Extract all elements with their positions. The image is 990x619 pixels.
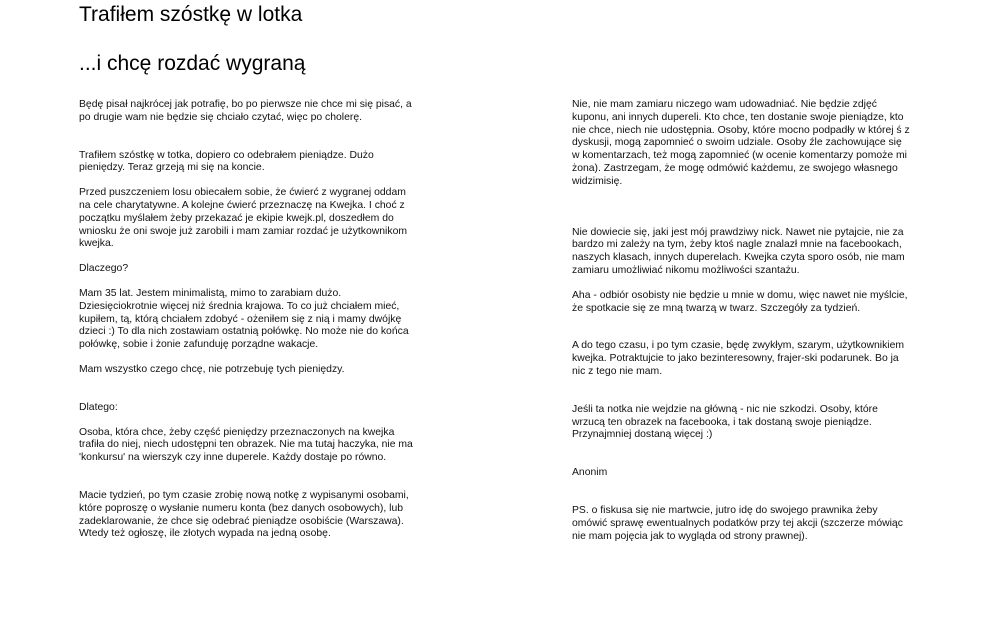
left-column bbox=[79, 99, 419, 541]
paragraph: Przed puszczeniem losu obiecałem sobie, że ćwierć z wygranej oddam na cele charytatywne. A kolejne ćwierć przeznaczę na Kwejka. I choć z początku myślałem żeby przekazać je ekipie kwejk.pl, doszedłem do wniosku że oni swoje już zarobili i mam zamiar rozdać je użytkownikom kwejka. bbox=[79, 187, 408, 250]
paragraph: Nie dowiecie się, jaki jest mój prawdziwy nick. Nawet nie pytajcie, nie za bardzo mi zależy na tym, żeby ktoś nagle znalazł mnie na facebookach, naszych klasach, innych duperelach. Kwejka czyta sporo osób, nie mam zamiaru umożliwiać nikomu możliwości szantażu. bbox=[572, 226, 905, 276]
paragraph: Trafiłem szóstkę w totka, dopiero co odebrałem pieniądze. Dużo pieniędzy. Teraz grzeją mi się na koncie. bbox=[79, 149, 374, 174]
paragraph: A do tego czasu, i po tym czasie, będę zwykłym, szarym, użytkownikiem kwejka. Potraktujcie to jako bezinteresowny, frajer-ski podarunek. Bo ja nic z tego nie mam. bbox=[572, 340, 905, 377]
signature: Anonim bbox=[572, 467, 608, 479]
postscript: PS. o fiskusa się nie martwcie, jutro idę do swojego prawnika żeby omówić sprawę ewentualnych podatków przy tej akcji (szczerze mówiąc nie mam pojęcia jak to wygląda od strony prawnej). bbox=[572, 504, 903, 542]
paragraph: Jeśli ta notka nie wejdzie na główną - nic nie szkodzi. Osoby, które wrzucą ten obrazek na facebooka, i tak dostaną swoje pieniądze. Przynajmniej dostaną więcej :) bbox=[572, 403, 878, 441]
right-column bbox=[572, 99, 912, 543]
paragraph: Aha - odbiór osobisty nie będzie u mnie w domu, więc nawet nie myślcie, że spotkacie się ze mną twarzą w twarz. Szczegóły za tydzień. bbox=[572, 289, 908, 314]
paragraph: Dlatego: bbox=[79, 401, 118, 413]
paragraph: Mam 35 lat. Jestem minimalistą, mimo to zarabiam dużo. Dziesięciokrotnie więcej niż średnia krajowa. To co już chciałem mieć, kupiłem, tą, którą chciałem zdobyć - ożeniłem się z nią i mamy dwójkę dzieci :) To dla nich zostawiam ostatnią połówkę. No może nie do końca połówkę, sobie i żonie zafunduję porządne wakacje. bbox=[79, 287, 409, 351]
paragraph: Osoba, która chce, żeby część pieniędzy przeznaczonych na kwejka trafiła do niej, niech udostępni ten obrazek. Nie ma tutaj haczyka, nie ma 'konkursu' na wierszyk czy inne duperele. Każdy dostaje po równo. bbox=[79, 426, 413, 464]
page-title: Trafiłem szóstkę w lotka bbox=[79, 3, 303, 26]
page-subtitle: ...i chcę rozdać wygraną bbox=[79, 52, 306, 75]
paragraph: Mam wszystko czego chcę, nie potrzebuję tych pieniędzy. bbox=[79, 363, 345, 375]
paragraph: Nie, nie mam zamiaru niczego wam udowadniać. Nie będzie zdjęć kuponu, ani innych dupereli. Kto chce, ten dostanie swoje pieniądze, kto nie chce, niech nie udostępnia. Osoby, które mocno podpadły w której ś z dyskusji, mogą zapomnieć o swoim udziale. Osoby źle zachowujące się w komentarzach, też mogą zapomnieć (w ocenie komentarzy pomoże mi żona). Zastrzegam, że mogę odmówić każdemu, ze swojego własnego widzimisię. bbox=[572, 99, 910, 187]
paragraph: Będę pisał najkrócej jak potrafię, bo po pierwsze nie chce mi się pisać, a po drugie wam nie będzie się chciało czytać, więc po cholerę. bbox=[79, 99, 412, 123]
paragraph: Macie tydzień, po tym czasie zrobię nową notkę z wypisanymi osobami, które poproszę o wysłanie numeru konta (bez danych osobowych), lub zadeklarowanie, że chce się odebrać pieniądze osobiście (Warszawa). Wtedy też ogłoszę, ile złotych wypada na jedną osobę. bbox=[79, 489, 409, 540]
paragraph: Dlaczego? bbox=[79, 263, 129, 275]
